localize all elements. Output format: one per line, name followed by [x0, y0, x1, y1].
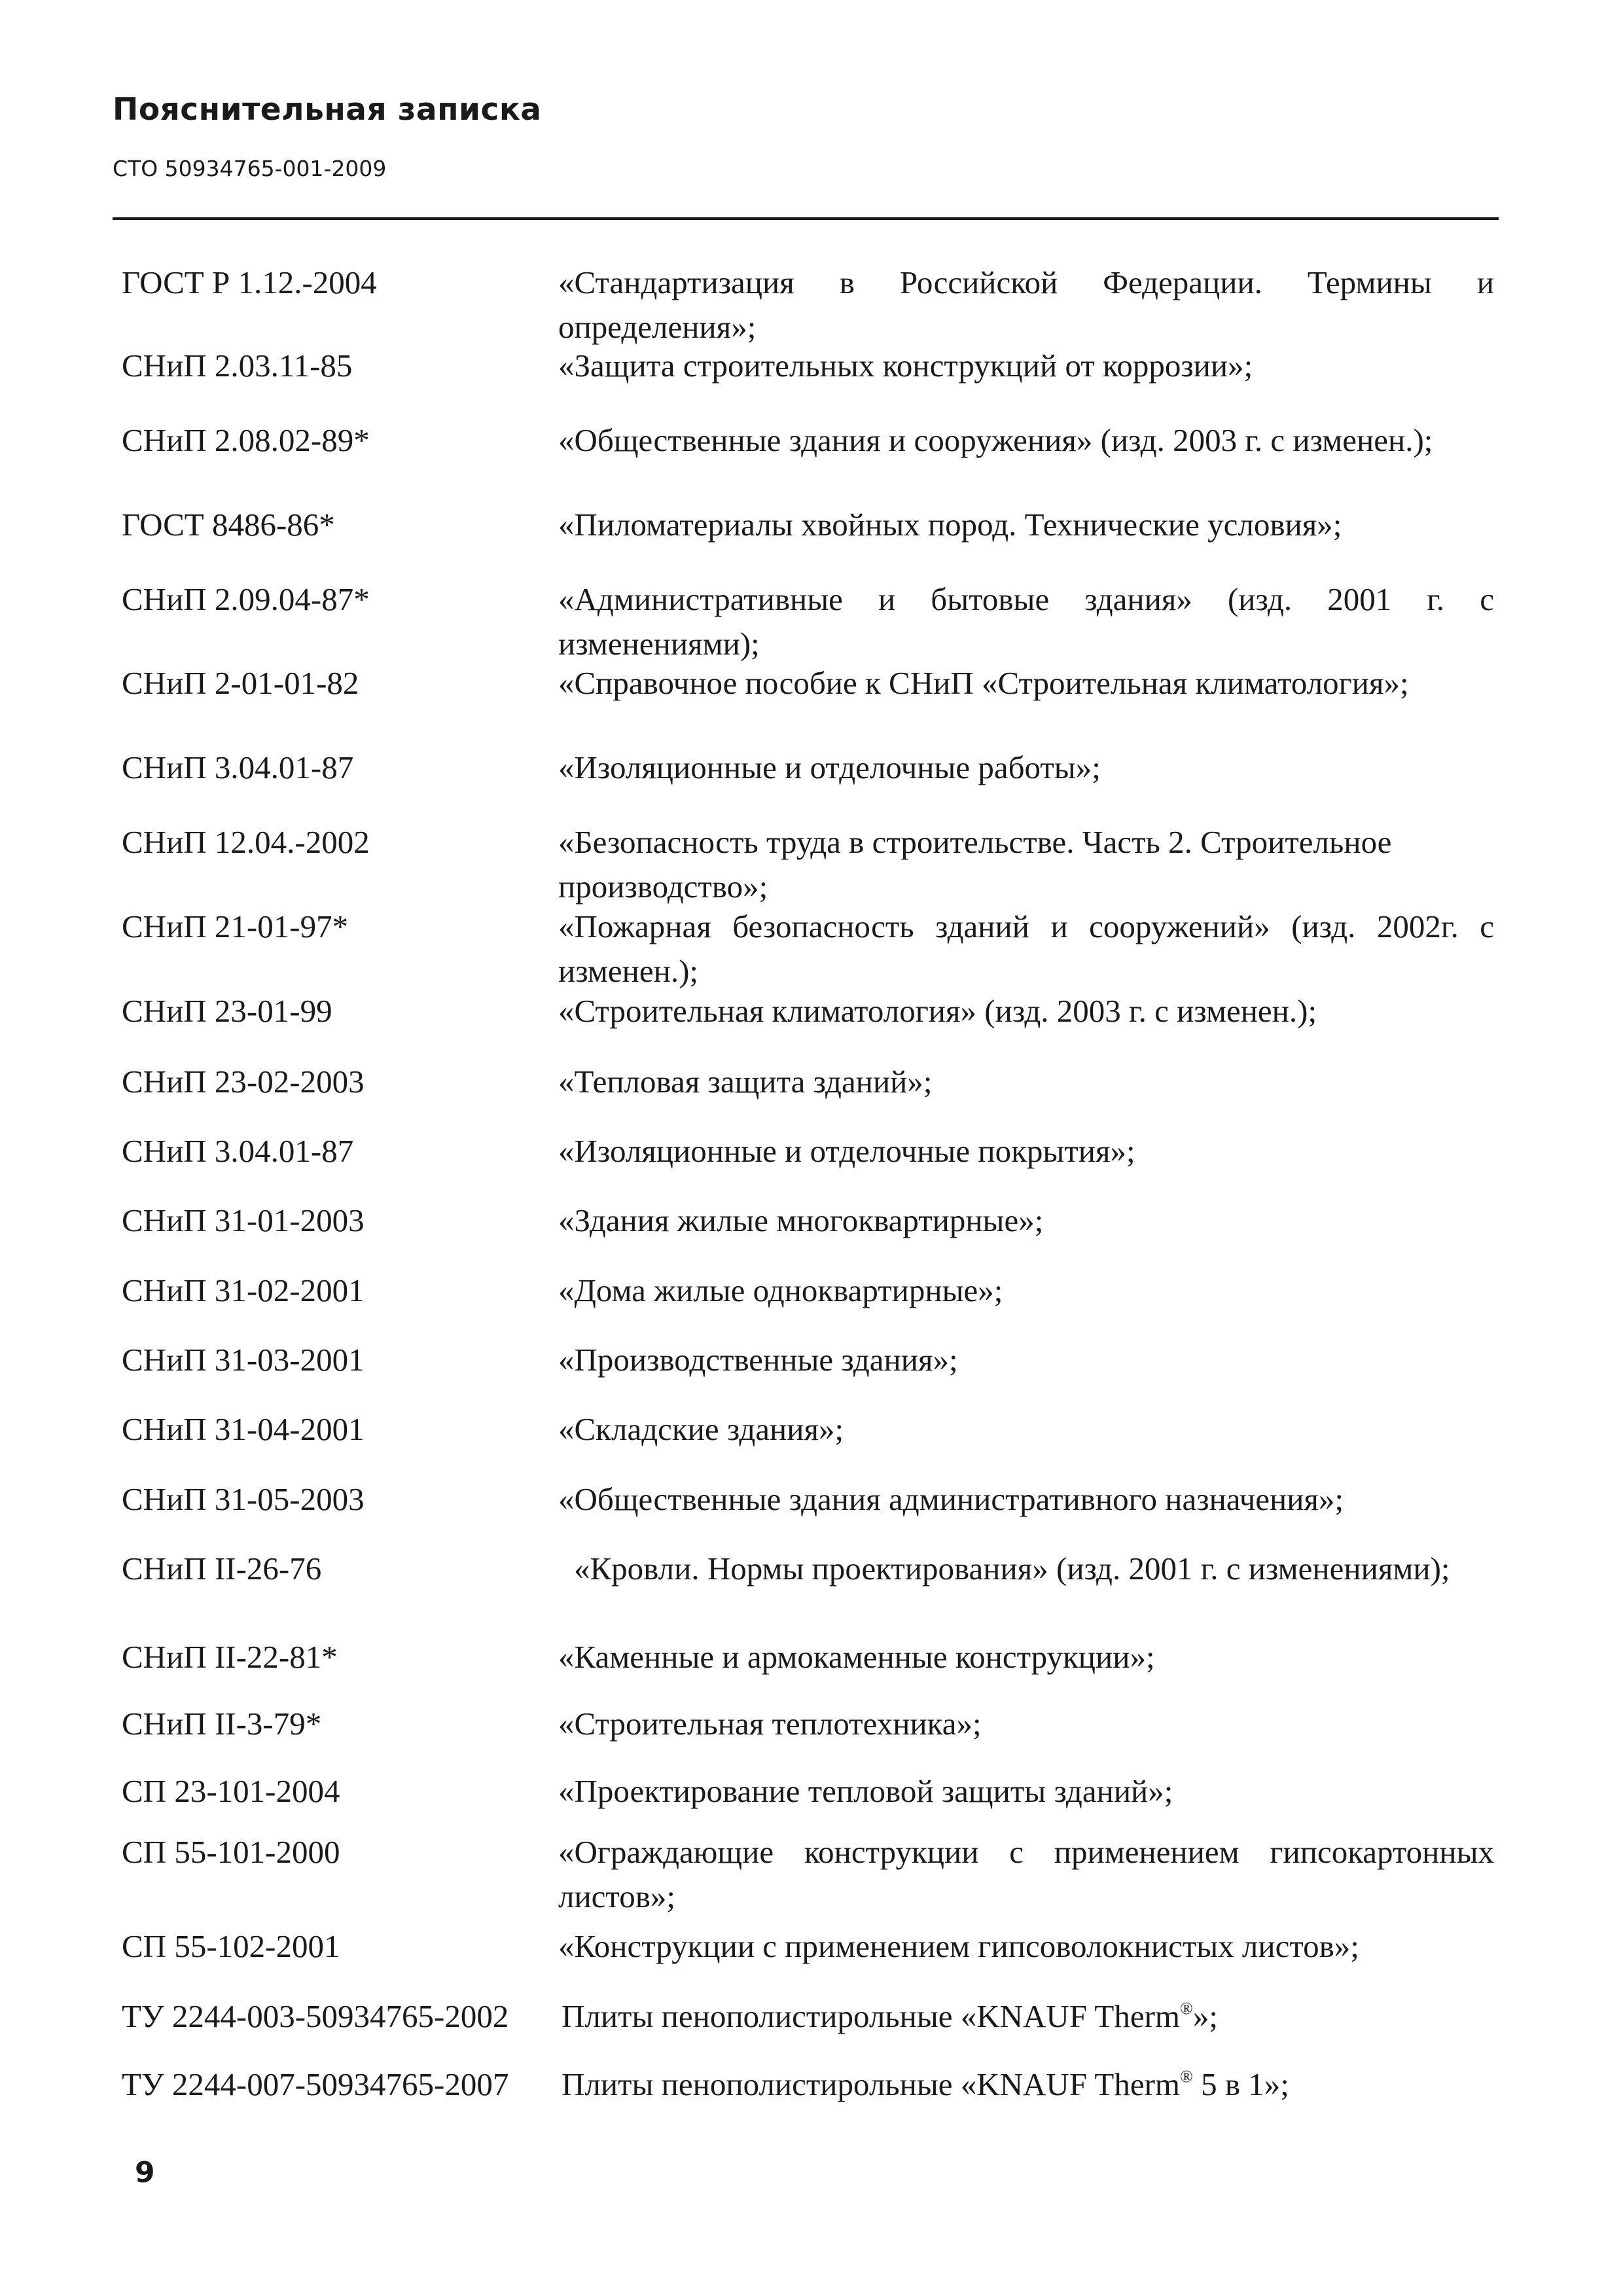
reference-title: «Каменные и армокаменные конструкции»; — [558, 1639, 1155, 1675]
page-number: 9 — [135, 2156, 155, 2189]
reference-title-text: 5 в 1»; — [1192, 2066, 1289, 2102]
section-title: Пояснительная записка — [113, 92, 542, 128]
reference-code: СНиП 21-01-97* — [122, 908, 349, 944]
reference-title: «Изоляционные и отделочные работы»; — [558, 749, 1101, 785]
reference-code: СНиП 2.03.11-85 — [122, 348, 353, 384]
reference-title: «Безопасность труда в строительстве. Часть 2. Строительное производство»; — [558, 824, 1392, 905]
reference-code: СП 55-101-2000 — [122, 1834, 340, 1870]
reference-code: СП 55-102-2001 — [122, 1928, 340, 1964]
reference-title-text: »; — [1192, 1998, 1218, 2034]
reference-title: «Общественные здания административного назначения»; — [558, 1481, 1344, 1517]
reference-code: СНиП 31-03-2001 — [122, 1342, 365, 1378]
reference-code: СП 23-101-2004 — [122, 1773, 340, 1809]
reference-code: СНиП 3.04.01-87 — [122, 1133, 354, 1169]
reference-title-text: Плиты пенополистирольные «KNAUF Therm — [562, 1998, 1181, 2034]
reference-title: «Пожарная безопасность зданий и сооружений» (изд. 2002г. с изменен.); — [558, 908, 1494, 989]
reference-code: СНиП 31-01-2003 — [122, 1202, 365, 1238]
reference-title: «Защита строительных конструкций от коррозии»; — [558, 348, 1253, 384]
registered-trademark-mark: ® — [1180, 2067, 1193, 2086]
reference-title: «Конструкции с применением гипсоволокнистых листов»; — [558, 1928, 1359, 1964]
reference-title: «Кровли. Нормы проектирования» (изд. 2001 г. с изменениями); — [574, 1551, 1450, 1587]
reference-code: СНиП 23-01-99 — [122, 993, 332, 1029]
reference-title: «Производственные здания»; — [558, 1342, 958, 1378]
reference-code: СНиП 31-05-2003 — [122, 1481, 365, 1517]
reference-title: «Здания жилые многоквартирные»; — [558, 1202, 1044, 1238]
reference-title — [562, 2062, 1497, 2107]
reference-code: ГОСТ Р 1.12.-2004 — [122, 264, 377, 300]
reference-title: «Строительная теплотехника»; — [558, 1706, 982, 1742]
document-code: СТО 50934765-001-2009 — [113, 156, 387, 181]
reference-code: СНиП 2-01-01-82 — [122, 665, 359, 701]
reference-code: СНиП 31-02-2001 — [122, 1272, 365, 1308]
reference-code: СНиП 12.04.-2002 — [122, 824, 370, 860]
reference-title — [562, 1994, 1497, 2039]
reference-title: «Пиломатериалы хвойных пород. Технические условия»; — [558, 507, 1342, 543]
reference-code: СНиП 2.09.04-87* — [122, 581, 370, 617]
reference-title: «Тепловая защита зданий»; — [558, 1064, 933, 1100]
reference-title: «Административные и бытовые здания» (изд. 2001 г. с изменениями); — [558, 581, 1494, 662]
reference-title: «Дома жилые одноквартирные»; — [558, 1272, 1003, 1308]
reference-code: ТУ 2244-003-50934765-2002 — [122, 1998, 509, 2034]
reference-code: СНиП 2.08.02-89* — [122, 422, 370, 458]
reference-title: «Изоляционные и отделочные покрытия»; — [558, 1133, 1135, 1169]
registered-trademark-mark: ® — [1180, 1999, 1193, 2018]
reference-title: «Общественные здания и сооружения» (изд. 2003 г. с изменен.); — [558, 422, 1433, 458]
reference-title: «Складские здания»; — [558, 1411, 844, 1447]
reference-code: СНиП II-22-81* — [122, 1639, 338, 1675]
reference-title: «Строительная климатология» (изд. 2003 г. с изменен.); — [558, 993, 1317, 1029]
reference-code: СНиП II-26-76 — [122, 1551, 322, 1587]
reference-title: «Ограждающие конструкции с применением гипсокартонных листов»; — [558, 1834, 1494, 1914]
reference-code: ТУ 2244-007-50934765-2007 — [122, 2066, 509, 2102]
reference-code: СНиП 31-04-2001 — [122, 1411, 365, 1447]
reference-title-text: Плиты пенополистирольные «KNAUF Therm — [562, 2066, 1181, 2102]
reference-code: СНиП II-3-79* — [122, 1706, 322, 1742]
reference-code: СНиП 23-02-2003 — [122, 1064, 365, 1100]
reference-title: «Стандартизация в Российской Федерации. Термины и определения»; — [558, 264, 1494, 345]
reference-code: СНиП 3.04.01-87 — [122, 749, 354, 785]
reference-title: «Проектирование тепловой защиты зданий»; — [558, 1773, 1173, 1809]
reference-title: «Справочное пособие к СНиП «Строительная климатология»; — [558, 665, 1409, 701]
reference-code: ГОСТ 8486-86* — [122, 507, 335, 543]
